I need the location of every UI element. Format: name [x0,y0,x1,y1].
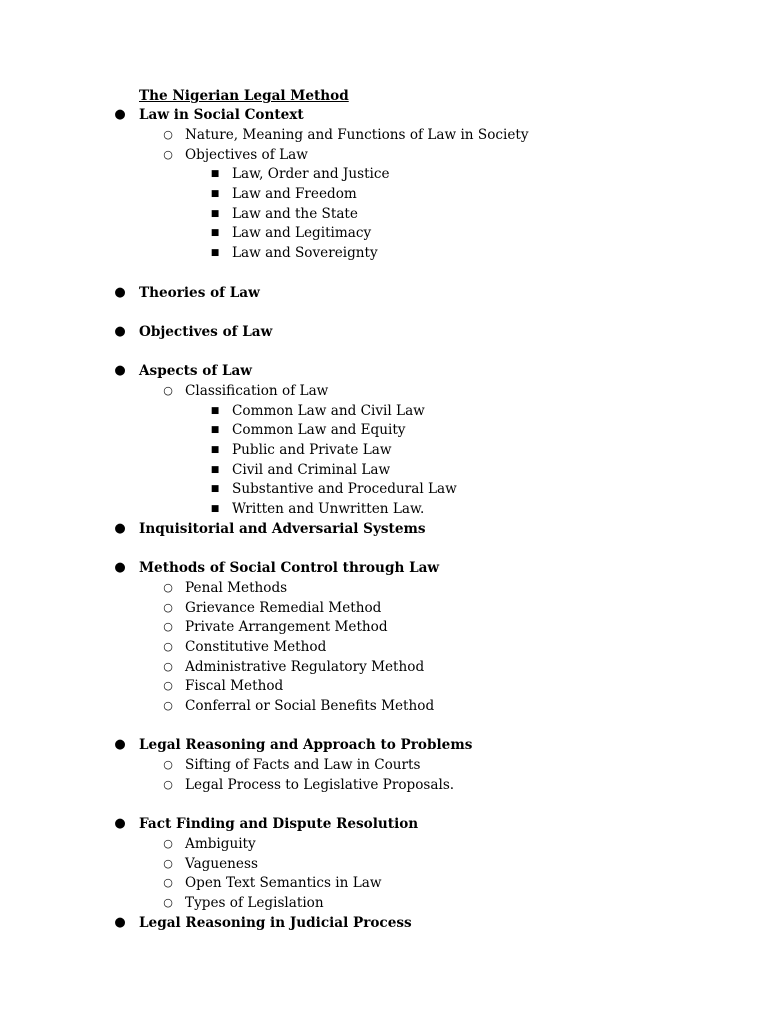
outline-item-label: Public and Private Law [232,442,392,458]
outline-item-label: Law and Sovereignty [232,245,378,261]
outline-item-label: Law and the State [232,206,358,222]
bullet-hollow-circle-icon: ○ [163,778,173,791]
outline-item-label: Legal Reasoning in Judicial Process [139,915,412,931]
outline-item-label: Private Arrangement Method [185,619,388,635]
outline-item-label: Nature, Meaning and Functions of Law in Society [185,127,529,143]
bullet-square-icon: ■ [210,484,220,494]
bullet-hollow-circle-icon: ○ [163,876,173,889]
outline-item-label: Substantive and Procedural Law [232,481,457,497]
outline-item-label: Law and Legitimacy [232,225,372,241]
bullet-filled-circle-icon: ● [114,915,126,930]
outline-item-label: Fact Finding and Dispute Resolution [139,816,419,832]
outline-item-label: Law in Social Context [139,107,304,123]
outline-item-label: Administrative Regulatory Method [185,659,425,675]
outline-item-label: Vagueness [185,856,258,872]
outline-item-label: Theories of Law [139,285,260,301]
bullet-hollow-circle-icon: ○ [163,601,173,614]
bullet-filled-circle-icon: ● [114,285,126,300]
outline-item-label: Aspects of Law [139,363,253,379]
bullet-hollow-circle-icon: ○ [163,699,173,712]
outline-item-label: Sifting of Facts and Law in Courts [185,757,421,773]
bullet-hollow-circle-icon: ○ [163,640,173,653]
bullet-hollow-circle-icon: ○ [163,620,173,633]
outline-item-label: Classification of Law [185,383,329,399]
bullet-hollow-circle-icon: ○ [163,857,173,870]
bullet-square-icon: ■ [210,504,220,514]
bullet-filled-circle-icon: ● [114,816,126,831]
bullet-hollow-circle-icon: ○ [163,148,173,161]
bullet-hollow-circle-icon: ○ [163,384,173,397]
bullet-hollow-circle-icon: ○ [163,896,173,909]
outline-item-label: Law, Order and Justice [232,166,390,182]
outline-item-label: Methods of Social Control through Law [139,560,440,576]
outline-item-label: Ambiguity [185,836,256,852]
outline-item-label: Penal Methods [185,580,288,596]
outline-item-label: Objectives of Law [185,147,308,163]
outline-item-label: Legal Process to Legislative Proposals. [185,777,455,793]
bullet-filled-circle-icon: ● [114,363,126,378]
bullet-hollow-circle-icon: ○ [163,128,173,141]
outline-item-label: Grievance Remedial Method [185,600,382,616]
outline-item-label: Inquisitorial and Adversarial Systems [139,521,426,537]
outline-item-label: Law and Freedom [232,186,357,202]
bullet-hollow-circle-icon: ○ [163,758,173,771]
outline-item-label: Written and Unwritten Law. [232,501,425,517]
bullet-hollow-circle-icon: ○ [163,837,173,850]
bullet-square-icon: ■ [210,228,220,238]
bullet-hollow-circle-icon: ○ [163,581,173,594]
bullet-square-icon: ■ [210,445,220,455]
bullet-filled-circle-icon: ● [114,560,126,575]
outline-item-label: Fiscal Method [185,678,284,694]
outline-item-label: Common Law and Equity [232,422,406,438]
bullet-square-icon: ■ [210,209,220,219]
outline-item-label: Objectives of Law [139,324,273,340]
outline-item-label: Conferral or Social Benefits Method [185,698,435,714]
outline-item-label: Types of Legislation [185,895,324,911]
bullet-square-icon: ■ [210,169,220,179]
bullet-hollow-circle-icon: ○ [163,679,173,692]
bullet-filled-circle-icon: ● [114,521,126,536]
outline-item-label: Common Law and Civil Law [232,403,425,419]
bullet-square-icon: ■ [210,189,220,199]
bullet-square-icon: ■ [210,425,220,435]
outline-item-label: Constitutive Method [185,639,327,655]
outline-item-label: Legal Reasoning and Approach to Problems [139,737,473,753]
bullet-filled-circle-icon: ● [114,737,126,752]
document-title: The Nigerian Legal Method [139,88,349,104]
bullet-square-icon: ■ [210,406,220,416]
outline-item-label: Civil and Criminal Law [232,462,391,478]
bullet-hollow-circle-icon: ○ [163,660,173,673]
bullet-square-icon: ■ [210,465,220,475]
bullet-filled-circle-icon: ● [114,324,126,339]
bullet-filled-circle-icon: ● [114,107,126,122]
outline-item-label: Open Text Semantics in Law [185,875,382,891]
bullet-square-icon: ■ [210,248,220,258]
